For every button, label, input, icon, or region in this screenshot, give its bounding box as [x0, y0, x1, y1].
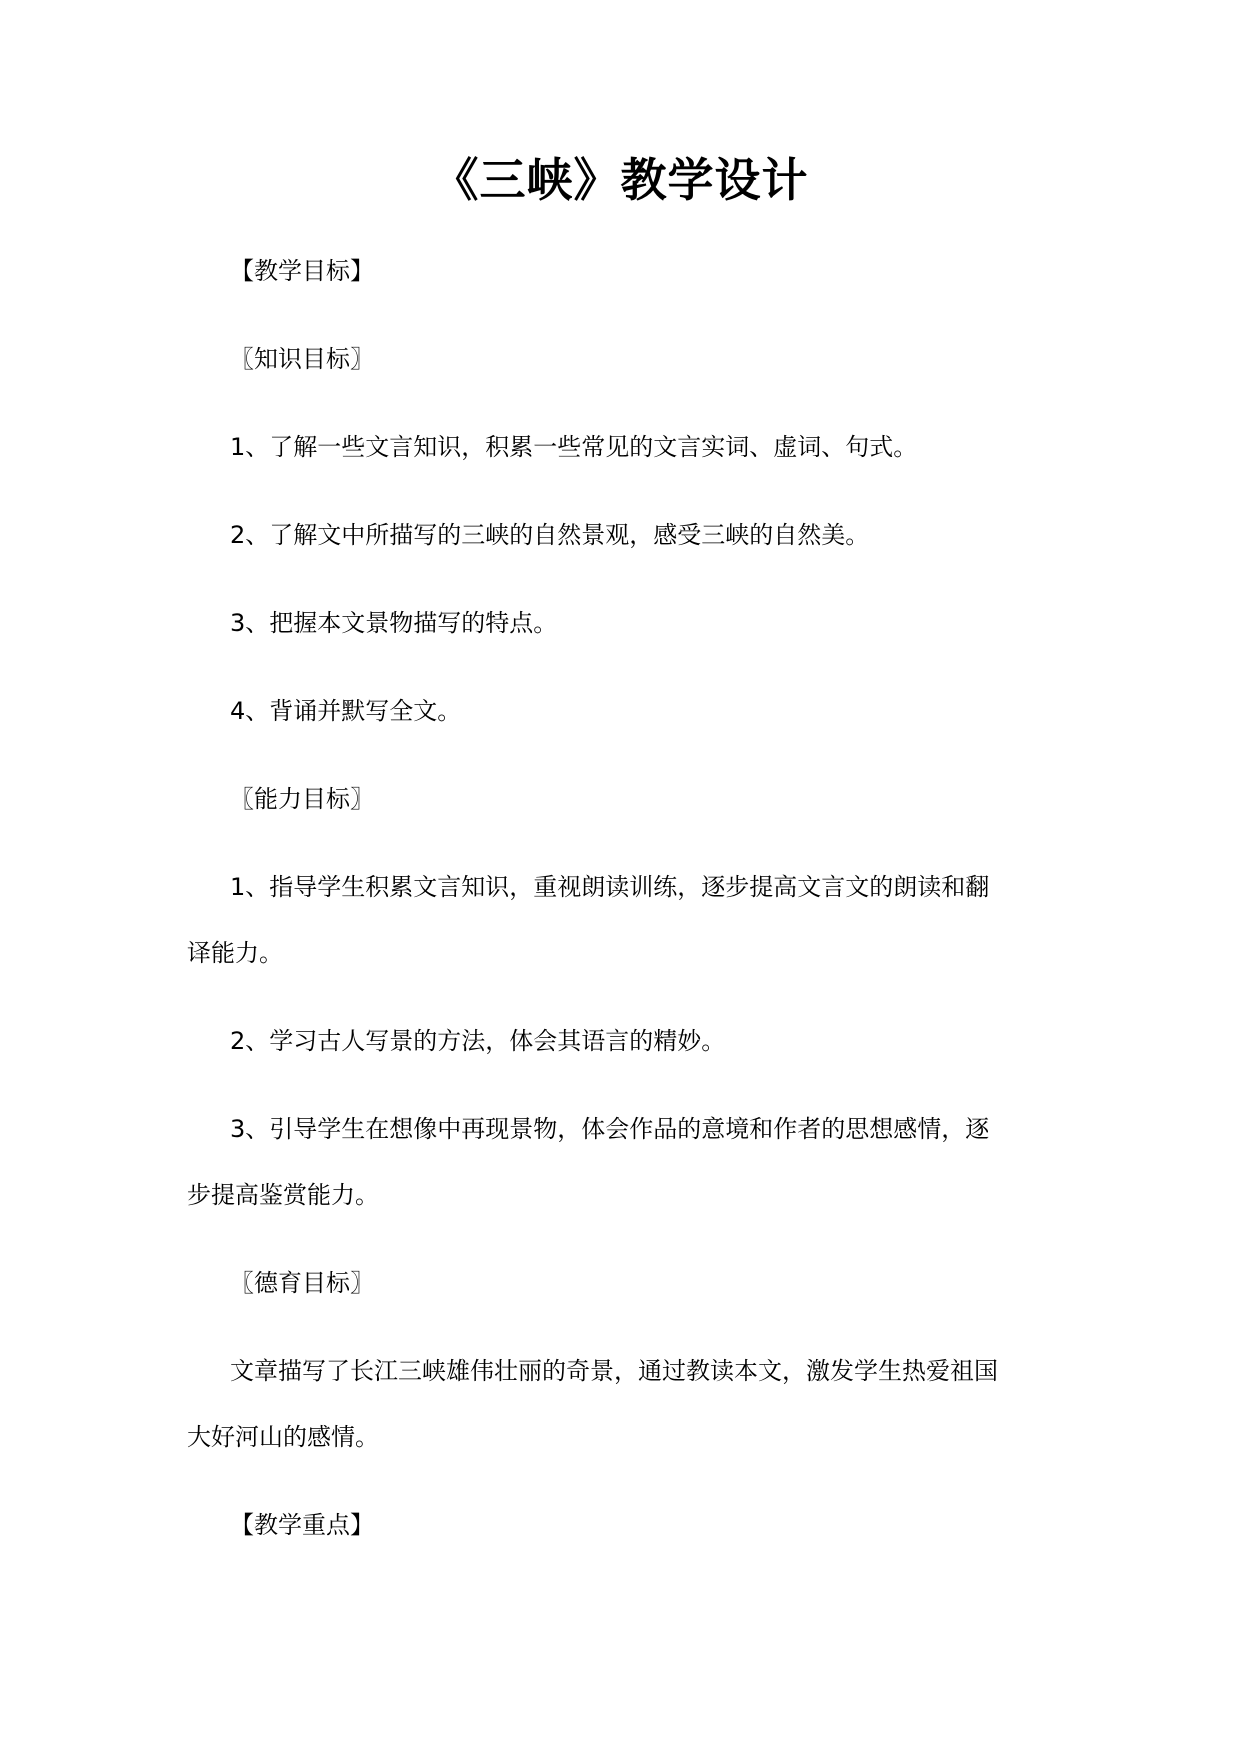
subheading-moral: 〖德育目标〗	[230, 1269, 374, 1297]
ability-item-line: 译能力。	[187, 939, 283, 967]
ability-item-line: 1、指导学生积累文言知识，重视朗读训练，逐步提高文言文的朗读和翻	[230, 873, 990, 901]
knowledge-item: 1、了解一些文言知识，积累一些常见的文言实词、虚词、句式。	[230, 433, 918, 461]
ability-item-line: 3、引导学生在想像中再现景物，体会作品的意境和作者的思想感情，逐	[230, 1115, 990, 1143]
knowledge-item: 4、背诵并默写全文。	[230, 697, 462, 725]
moral-text-line: 文章描写了长江三峡雄伟壮丽的奇景，通过教读本文，激发学生热爱祖国	[230, 1357, 998, 1385]
moral-text-line: 大好河山的感情。	[187, 1423, 379, 1451]
ability-item-line: 2、学习古人写景的方法，体会其语言的精妙。	[230, 1027, 726, 1055]
subheading-ability: 〖能力目标〗	[230, 785, 374, 813]
subheading-knowledge: 〖知识目标〗	[230, 345, 374, 373]
section-heading-key-points: 【教学重点】	[230, 1511, 374, 1539]
knowledge-item: 2、了解文中所描写的三峡的自然景观，感受三峡的自然美。	[230, 521, 870, 549]
knowledge-item: 3、把握本文景物描写的特点。	[230, 609, 558, 637]
document-title: 《三峡》教学设计	[432, 153, 809, 207]
ability-item-line: 步提高鉴赏能力。	[187, 1181, 379, 1209]
section-heading-objectives: 【教学目标】	[230, 257, 374, 285]
